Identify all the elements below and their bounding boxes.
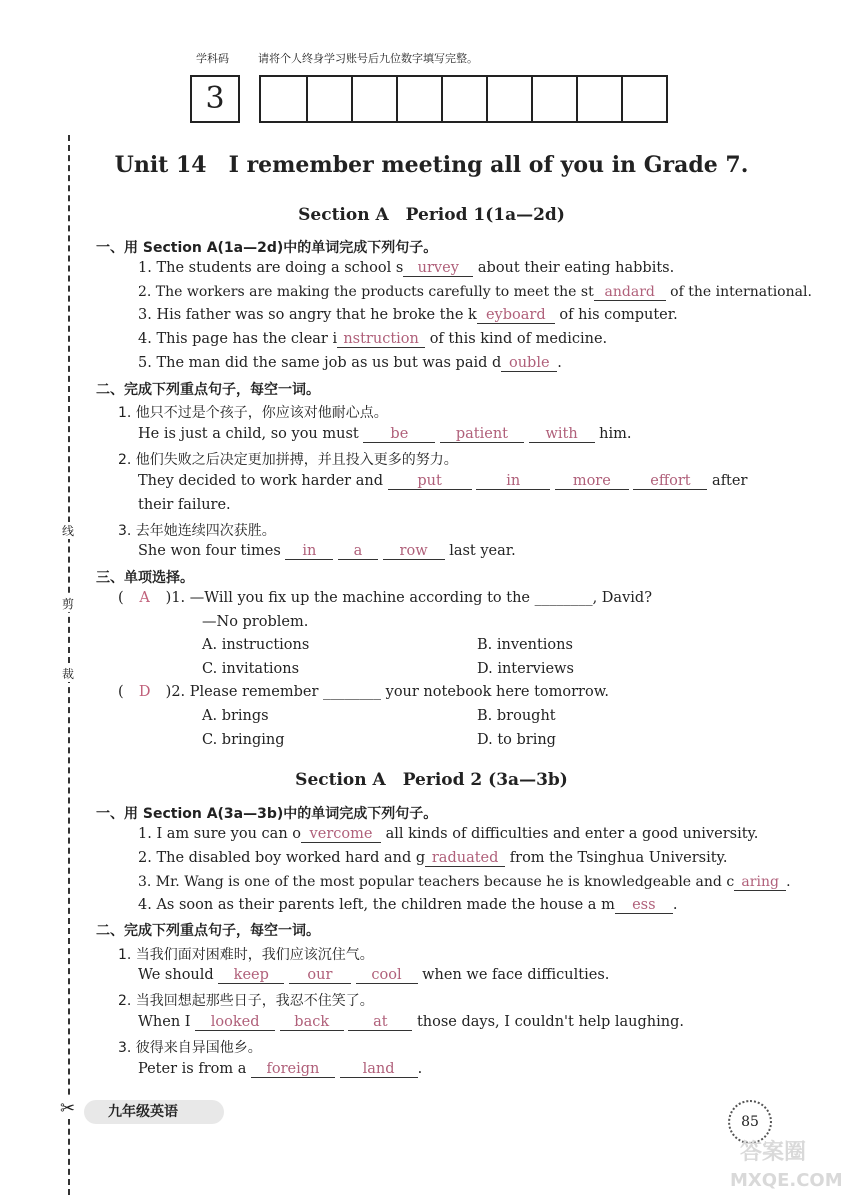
exercise-line: 4. This page has the clear i nstruction of this kind of medicine.	[138, 331, 608, 347]
id-cell[interactable]	[306, 77, 351, 121]
section-title: Section A Period 1(1a—2d)	[298, 205, 565, 225]
answer-blank[interactable]: ess	[615, 897, 673, 914]
scissors-icon: ✂	[60, 1098, 76, 1119]
answer-blank[interactable]: with	[529, 426, 595, 443]
answer-blank[interactable]: eyboard	[477, 307, 555, 324]
watermark-logo: 答案圈	[740, 1140, 807, 1165]
answer-blank[interactable]: patient	[440, 426, 524, 443]
id-cell[interactable]	[576, 77, 621, 121]
exercise-line: We should keep our cool when we face difficulties.	[138, 967, 610, 983]
book-tag: 九年级英语	[84, 1100, 224, 1124]
part-heading: 二、完成下列重点句子，每空一词。	[96, 923, 320, 939]
exercise-line-continued: their failure.	[138, 497, 231, 513]
chinese-prompt: 3. 彼得来自异国他乡。	[118, 1040, 262, 1056]
answer-blank[interactable]: looked	[195, 1014, 275, 1031]
mc-option[interactable]: B. brought	[477, 708, 556, 724]
id-cell[interactable]	[531, 77, 576, 121]
answer-blank[interactable]: cool	[356, 967, 418, 984]
part-heading: 一、用 Section A(3a—3b)中的单词完成下列句子。	[96, 806, 438, 822]
section-title: Section A Period 2 (3a—3b)	[295, 770, 568, 790]
exercise-line: Peter is from a foreign land .	[138, 1061, 423, 1077]
id-cell[interactable]	[486, 77, 531, 121]
exercise-line: 1. I am sure you can o vercome all kinds of difficulties and enter a good university.	[138, 826, 759, 842]
mc-option[interactable]: D. to bring	[477, 732, 556, 748]
unit-title: Unit 14 I remember meeting all of you in Grade 7.	[114, 152, 749, 178]
part-heading: 一、用 Section A(1a—2d)中的单词完成下列句子。	[96, 240, 438, 256]
part-heading: 二、完成下列重点句子，每空一词。	[96, 382, 320, 398]
account-id-grid[interactable]	[259, 75, 668, 123]
id-cell[interactable]	[351, 77, 396, 121]
id-cell[interactable]	[396, 77, 441, 121]
part-heading: 三、单项选择。	[96, 570, 194, 586]
cut-mark-jian: 剪	[61, 597, 74, 611]
mc-reply: —No problem.	[202, 614, 309, 630]
subject-code-box: 3	[190, 75, 240, 123]
id-cell[interactable]	[441, 77, 486, 121]
answer-blank[interactable]: back	[280, 1014, 344, 1031]
answer-blank[interactable]: more	[555, 473, 629, 490]
answer-blank[interactable]: andard	[594, 284, 666, 301]
chinese-prompt: 2. 当我回想起那些日子，我忍不住笑了。	[118, 993, 374, 1009]
answer-blank[interactable]: in	[476, 473, 550, 490]
cut-mark-cai: 裁	[61, 667, 74, 681]
mc-option[interactable]: D. interviews	[477, 661, 574, 677]
answer-blank[interactable]: aring	[734, 874, 786, 891]
mc-option[interactable]: A. brings	[202, 708, 269, 724]
answer-blank[interactable]: be	[363, 426, 435, 443]
id-cell[interactable]	[261, 77, 306, 121]
answer-blank[interactable]: our	[289, 967, 351, 984]
mc-option[interactable]: A. instructions	[202, 637, 310, 653]
exercise-line: When I looked back at those days, I couldn't help laughing.	[138, 1014, 685, 1030]
account-id-label: 请将个人终身学习账号后九位数字填写完整。	[258, 52, 478, 65]
mc-option[interactable]: C. invitations	[202, 661, 300, 677]
answer-blank[interactable]: effort	[633, 473, 707, 490]
chinese-prompt: 1. 他只不过是个孩子，你应该对他耐心点。	[118, 405, 388, 421]
exercise-line: 5. The man did the same job as us but was paid d ouble .	[138, 355, 562, 371]
mc-question: ( A )1. —Will you fix up the machine according to the ________, David?	[118, 590, 652, 606]
watermark-url: MXQE.COM	[730, 1170, 843, 1191]
exercise-line: 2. The workers are making the products carefully to meet the st andard of the international.	[138, 284, 812, 300]
answer-blank[interactable]: foreign	[251, 1061, 335, 1078]
exercise-line: She won four times in a row last year.	[138, 543, 516, 559]
chinese-prompt: 1. 当我们面对困难时，我们应该沉住气。	[118, 947, 374, 963]
answer-blank[interactable]: row	[383, 543, 445, 560]
cut-mark-xian: 线	[61, 524, 74, 538]
answer-blank[interactable]: keep	[218, 967, 284, 984]
exercise-line: 3. Mr. Wang is one of the most popular teachers because he is knowledgeable and c aring .	[138, 874, 791, 890]
answer-blank[interactable]: at	[348, 1014, 412, 1031]
subject-code-label: 学科码	[196, 52, 229, 65]
mc-answer[interactable]: D	[138, 684, 151, 700]
answer-blank[interactable]: raduated	[425, 850, 505, 867]
answer-blank[interactable]: urvey	[403, 260, 473, 277]
mc-question: ( D )2. Please remember ________ your notebook here tomorrow.	[118, 684, 610, 700]
id-cell[interactable]	[621, 77, 666, 121]
page-number: 85	[728, 1100, 772, 1144]
exercise-line: 1. The students are doing a school s urvey about their eating habbits.	[138, 260, 675, 276]
exercise-line: 2. The disabled boy worked hard and g raduated from the Tsinghua University.	[138, 850, 728, 866]
answer-blank[interactable]: ouble	[501, 355, 557, 372]
exercise-line: 4. As soon as their parents left, the children made the house a m ess .	[138, 897, 678, 913]
exercise-line: 3. His father was so angry that he broke the k eyboard of his computer.	[138, 307, 678, 323]
answer-blank[interactable]: vercome	[301, 826, 381, 843]
mc-option[interactable]: B. inventions	[477, 637, 573, 653]
chinese-prompt: 2. 他们失败之后决定更加拼搏，并且投入更多的努力。	[118, 452, 458, 468]
answer-blank[interactable]: put	[388, 473, 472, 490]
answer-blank[interactable]: nstruction	[337, 331, 425, 348]
answer-blank[interactable]: land	[340, 1061, 418, 1078]
answer-blank[interactable]: in	[285, 543, 333, 560]
chinese-prompt: 3. 去年她连续四次获胜。	[118, 523, 276, 539]
mc-option[interactable]: C. bringing	[202, 732, 285, 748]
answer-blank[interactable]: a	[338, 543, 378, 560]
exercise-line: He is just a child, so you must be patient with him.	[138, 426, 632, 442]
exercise-line: They decided to work harder and put in more effort after	[138, 473, 748, 489]
mc-answer[interactable]: A	[139, 590, 150, 606]
